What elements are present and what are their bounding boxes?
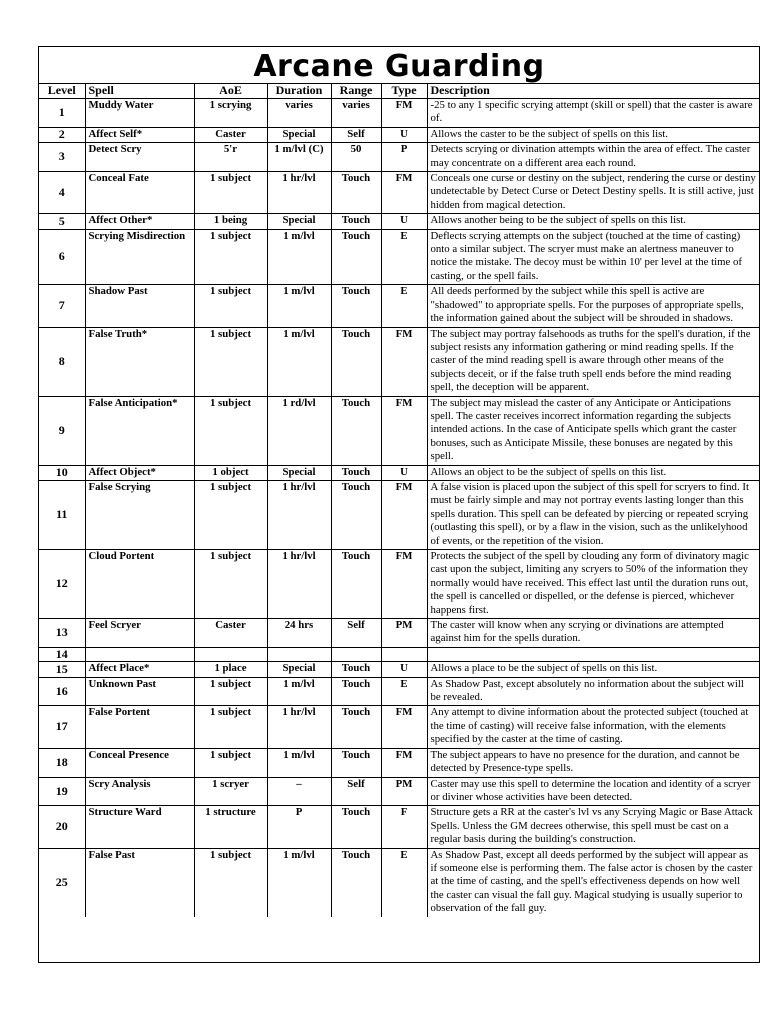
table-row <box>39 848 759 917</box>
cell-type: FM <box>381 550 427 619</box>
cell-duration: Special <box>267 214 331 229</box>
cell-level: 6 <box>39 229 85 285</box>
cell-aoe <box>194 647 267 661</box>
cell-type: PM <box>381 619 427 648</box>
cell-spell: Conceal Fate <box>85 172 194 214</box>
cell-level: 14 <box>39 647 85 661</box>
cell-description: Allows a place to be the subject of spells on this list. <box>427 662 759 677</box>
spell-rows <box>39 99 759 917</box>
table-row <box>39 229 759 285</box>
cell-duration: 1 m/lvl <box>267 748 331 777</box>
table-row <box>39 619 759 648</box>
cell-spell: Affect Other* <box>85 214 194 229</box>
cell-description: Detects scrying or divination attempts within the area of effect. The caster may concentrate on a different area each round. <box>427 143 759 172</box>
cell-level: 18 <box>39 748 85 777</box>
cell-duration <box>267 647 331 661</box>
cell-description: As Shadow Past, except all deeds performed by the subject will appear as if someone else is performing them. The false actor is chosen by the caster at the time of casting, and the spell's effectiveness depends on how well the caster can visual the fall guy. Magical studying is usually superior to observation of the fall guy. <box>427 848 759 917</box>
cell-duration: – <box>267 777 331 806</box>
cell-type: PM <box>381 777 427 806</box>
cell-duration: 1 m/lvl (C) <box>267 143 331 172</box>
cell-description: The subject appears to have no presence for the duration, and cannot be detected by Presence-type spells. <box>427 748 759 777</box>
cell-level: 8 <box>39 327 85 396</box>
table-row <box>39 327 759 396</box>
cell-spell: False Scrying <box>85 480 194 549</box>
cell-type: P <box>381 143 427 172</box>
table-row <box>39 662 759 677</box>
table-row <box>39 396 759 465</box>
cell-type: E <box>381 285 427 327</box>
cell-level: 25 <box>39 848 85 917</box>
cell-aoe: 1 subject <box>194 396 267 465</box>
cell-range: Touch <box>331 706 381 748</box>
cell-description: Deflects scrying attempts on the subject (touched at the time of casting) onto a similar subject. The scryer must make an alertness maneuver to notice the mistake. The decoy must be within 10' per level at the time of casting, or the spell fails. <box>427 229 759 285</box>
cell-range: Touch <box>331 396 381 465</box>
table-row <box>39 550 759 619</box>
cell-range: Touch <box>331 662 381 677</box>
cell-aoe: 1 subject <box>194 706 267 748</box>
cell-spell: Cloud Portent <box>85 550 194 619</box>
table-row <box>39 214 759 229</box>
cell-type: E <box>381 677 427 706</box>
cell-range: Touch <box>331 677 381 706</box>
table-row <box>39 748 759 777</box>
table-row <box>39 647 759 661</box>
cell-type: E <box>381 229 427 285</box>
cell-aoe: 1 object <box>194 465 267 480</box>
cell-level: 15 <box>39 662 85 677</box>
cell-duration: 1 rd/lvl <box>267 396 331 465</box>
cell-description: Allows another being to be the subject of spells on this list. <box>427 214 759 229</box>
cell-aoe: 5'r <box>194 143 267 172</box>
table-row <box>39 677 759 706</box>
cell-level: 5 <box>39 214 85 229</box>
cell-spell: False Truth* <box>85 327 194 396</box>
spell-list-sheet <box>38 46 760 963</box>
cell-range: Touch <box>331 465 381 480</box>
cell-spell <box>85 647 194 661</box>
page-title: Arcane Guarding <box>39 47 759 84</box>
cell-type: FM <box>381 327 427 396</box>
cell-range: Touch <box>331 327 381 396</box>
spell-table <box>39 84 759 917</box>
cell-type: U <box>381 127 427 142</box>
cell-level: 9 <box>39 396 85 465</box>
cell-range: 50 <box>331 143 381 172</box>
cell-description <box>427 647 759 661</box>
cell-aoe: 1 subject <box>194 848 267 917</box>
header-spell: Spell <box>85 84 194 99</box>
cell-description: As Shadow Past, except absolutely no information about the subject will be revealed. <box>427 677 759 706</box>
cell-aoe: 1 being <box>194 214 267 229</box>
cell-aoe: 1 structure <box>194 806 267 848</box>
header-duration: Duration <box>267 84 331 99</box>
cell-range: Touch <box>331 748 381 777</box>
cell-range: Touch <box>331 229 381 285</box>
cell-aoe: 1 scryer <box>194 777 267 806</box>
cell-duration: 1 hr/lvl <box>267 550 331 619</box>
cell-type: FM <box>381 748 427 777</box>
cell-level: 7 <box>39 285 85 327</box>
cell-range: Self <box>331 127 381 142</box>
cell-duration: 1 m/lvl <box>267 229 331 285</box>
cell-type <box>381 647 427 661</box>
cell-description: Protects the subject of the spell by clouding any form of divinatory magic cast upon the subject, limiting any scryers to 50% of the information they normally would have received. This effect last until the duration runs out, the spell is cancelled or dispelled, or the defense is pierced, whichever happens first. <box>427 550 759 619</box>
cell-description: Allows the caster to be the subject of spells on this list. <box>427 127 759 142</box>
cell-level: 1 <box>39 99 85 128</box>
cell-spell: Scrying Misdirection <box>85 229 194 285</box>
cell-duration: varies <box>267 99 331 128</box>
cell-aoe: 1 subject <box>194 677 267 706</box>
cell-description: Caster may use this spell to determine the location and identity of a scryer or diviner whose activities have been detected. <box>427 777 759 806</box>
table-row <box>39 99 759 128</box>
cell-duration: 1 hr/lvl <box>267 172 331 214</box>
cell-type: FM <box>381 99 427 128</box>
cell-duration: P <box>267 806 331 848</box>
cell-duration: 1 m/lvl <box>267 285 331 327</box>
cell-level: 12 <box>39 550 85 619</box>
cell-spell: False Past <box>85 848 194 917</box>
cell-type: U <box>381 214 427 229</box>
cell-range: Touch <box>331 214 381 229</box>
cell-level: 16 <box>39 677 85 706</box>
cell-range: Touch <box>331 806 381 848</box>
cell-level: 3 <box>39 143 85 172</box>
cell-duration: 1 m/lvl <box>267 677 331 706</box>
cell-aoe: 1 scrying <box>194 99 267 128</box>
table-row <box>39 127 759 142</box>
cell-aoe: 1 subject <box>194 550 267 619</box>
table-header-row <box>39 84 759 99</box>
cell-description: All deeds performed by the subject while this spell is active are "shadowed" to appropriate spells. For the purposes of appropriate spells, the information gained about the subject will be shrouded in shadows. <box>427 285 759 327</box>
cell-spell: Affect Place* <box>85 662 194 677</box>
cell-duration: 1 hr/lvl <box>267 480 331 549</box>
cell-range: Touch <box>331 480 381 549</box>
table-row <box>39 480 759 549</box>
cell-level: 4 <box>39 172 85 214</box>
cell-description: -25 to any 1 specific scrying attempt (skill or spell) that the caster is aware of. <box>427 99 759 128</box>
cell-level: 10 <box>39 465 85 480</box>
cell-duration: Special <box>267 127 331 142</box>
cell-description: Allows an object to be the subject of spells on this list. <box>427 465 759 480</box>
table-row <box>39 777 759 806</box>
table-row <box>39 706 759 748</box>
cell-level: 13 <box>39 619 85 648</box>
cell-type: FM <box>381 172 427 214</box>
cell-type: FM <box>381 480 427 549</box>
table-row <box>39 285 759 327</box>
cell-duration: 1 m/lvl <box>267 848 331 917</box>
cell-range: Touch <box>331 550 381 619</box>
cell-duration: 1 hr/lvl <box>267 706 331 748</box>
cell-aoe: 1 subject <box>194 285 267 327</box>
cell-spell: False Anticipation* <box>85 396 194 465</box>
cell-range: Self <box>331 777 381 806</box>
cell-spell: Feel Scryer <box>85 619 194 648</box>
cell-aoe: 1 subject <box>194 480 267 549</box>
cell-spell: Scry Analysis <box>85 777 194 806</box>
cell-aoe: 1 subject <box>194 327 267 396</box>
cell-duration: 1 m/lvl <box>267 327 331 396</box>
cell-range <box>331 647 381 661</box>
cell-spell: Detect Scry <box>85 143 194 172</box>
header-type: Type <box>381 84 427 99</box>
cell-level: 20 <box>39 806 85 848</box>
table-row <box>39 143 759 172</box>
cell-aoe: Caster <box>194 127 267 142</box>
cell-range: varies <box>331 99 381 128</box>
cell-duration: Special <box>267 465 331 480</box>
cell-description: A false vision is placed upon the subject of this spell for scryers to find. It must be fairly simple and may not portray events lasting longer than this spells duration. This spell can be defeated by piercing or repeated scrying (outlasting this spell), or by a flaw in the vision, such as the unlikelyhood of events, or the repetition of the vision. <box>427 480 759 549</box>
cell-type: U <box>381 465 427 480</box>
cell-duration: Special <box>267 662 331 677</box>
header-range: Range <box>331 84 381 99</box>
cell-type: E <box>381 848 427 917</box>
cell-range: Self <box>331 619 381 648</box>
cell-type: F <box>381 806 427 848</box>
cell-description: The subject may mislead the caster of any Anticipate or Anticipations spell. The caster receives incorrect information regarding the subjects intended actions. In the case of Anticipate spells which grant the caster bonuses, such as Anticipate Missile, these bonuses are negated by this spell. <box>427 396 759 465</box>
cell-description: Conceals one curse or destiny on the subject, rendering the curse or destiny undetectable by Detect Curse or Detect Destiny spells. It is still active, just hidden from magical detection. <box>427 172 759 214</box>
cell-spell: Shadow Past <box>85 285 194 327</box>
header-level: Level <box>39 84 85 99</box>
cell-aoe: 1 subject <box>194 229 267 285</box>
cell-spell: Conceal Presence <box>85 748 194 777</box>
cell-type: FM <box>381 706 427 748</box>
cell-description: The caster will know when any scrying or divinations are attempted against him for the spells duration. <box>427 619 759 648</box>
cell-spell: Muddy Water <box>85 99 194 128</box>
table-row <box>39 172 759 214</box>
cell-range: Touch <box>331 285 381 327</box>
cell-aoe: Caster <box>194 619 267 648</box>
cell-description: Structure gets a RR at the caster's lvl vs any Scrying Magic or Base Attack Spells. Unless the GM decrees otherwise, this spell must be cast on a regular basis during the building's construction. <box>427 806 759 848</box>
cell-type: FM <box>381 396 427 465</box>
cell-description: The subject may portray falsehoods as truths for the spell's duration, if the subject resists any information gathering or mind reading spells. If the caster of the mind reading spell is aware through other means of the subjects deceit, or if the false truth spell ends before the mind reading spell, the deception will be apparent. <box>427 327 759 396</box>
cell-aoe: 1 subject <box>194 172 267 214</box>
cell-description: Any attempt to divine information about the protected subject (touched at the time of casting) will receive false information, with the elements specified by the caster at the time of casting. <box>427 706 759 748</box>
header-aoe: AoE <box>194 84 267 99</box>
cell-spell: Unknown Past <box>85 677 194 706</box>
cell-level: 19 <box>39 777 85 806</box>
table-row <box>39 465 759 480</box>
cell-spell: Affect Object* <box>85 465 194 480</box>
cell-aoe: 1 place <box>194 662 267 677</box>
cell-range: Touch <box>331 848 381 917</box>
cell-aoe: 1 subject <box>194 748 267 777</box>
cell-duration: 24 hrs <box>267 619 331 648</box>
cell-spell: False Portent <box>85 706 194 748</box>
cell-level: 11 <box>39 480 85 549</box>
table-row <box>39 806 759 848</box>
cell-type: U <box>381 662 427 677</box>
cell-spell: Affect Self* <box>85 127 194 142</box>
cell-range: Touch <box>331 172 381 214</box>
cell-level: 2 <box>39 127 85 142</box>
header-description: Description <box>427 84 759 99</box>
cell-level: 17 <box>39 706 85 748</box>
cell-spell: Structure Ward <box>85 806 194 848</box>
